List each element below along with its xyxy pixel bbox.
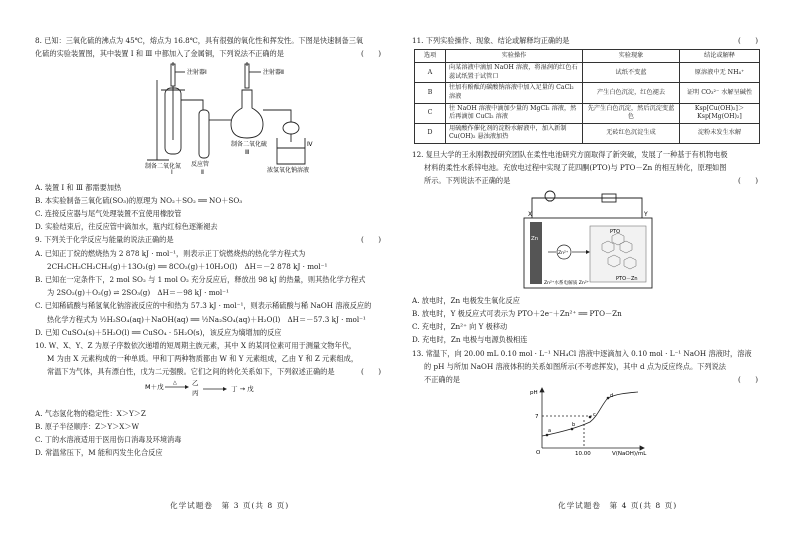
label-naoh: 浓氢氧化钠溶液 xyxy=(267,167,310,175)
q13-titration-figure xyxy=(412,386,764,460)
q12-battery-drawing xyxy=(412,188,752,290)
label-apparatus-2: Ⅱ xyxy=(201,169,204,177)
q12-battery-figure xyxy=(412,188,764,294)
q9-answer-paren: ( ) xyxy=(361,235,381,245)
q10-answer-paren: ( ) xyxy=(361,367,381,377)
q12-stem-line: 12. 复旦大学的王永刚教授研究团队在柔性电池研究方面取得了新突破，发展了一种基于有机物电极 xyxy=(412,149,728,159)
page-footer-right: 化学试题卷 第 4 页(共 8 页) xyxy=(558,501,678,510)
q12-option-b: B. 放电时，Y 极反应式可表示为 PTO＋2e⁻＋Zn²⁺ ══ PTO－Zn xyxy=(412,308,622,318)
q12-option-a: A. 放电时，Zn 电极发生氧化反应 xyxy=(412,295,520,305)
scheme-mid2: 丙 xyxy=(192,388,199,397)
label-apparatus-3: Ⅲ xyxy=(245,149,250,157)
table-row xyxy=(415,123,760,143)
point-d: d xyxy=(610,393,614,400)
chart-tick-x: 10.00 xyxy=(575,451,591,457)
q8-stem-line: 8. 已知：三氧化硫的沸点为 45℃，熔点为 16.8℃，具有很强的氧化性和挥发性。下图是快速制备三氧 xyxy=(35,36,364,45)
q13-stem-text: 不正确的是 xyxy=(424,374,460,384)
q9-line: 热化学方程式为 ½H₂SO₄(aq)＋NaOH(aq) ══ ½Na₂SO₄(aq)＋H₂O(l) ΔH＝－57.3 kJ · mol⁻¹ xyxy=(47,314,366,324)
chart-ylabel: pH xyxy=(530,390,538,397)
q8-apparatus-drawing xyxy=(35,60,375,176)
question-8 xyxy=(35,34,387,233)
q12-stem-line: 材料的柔性水系锌电池。充放电过程中实现了芘四酮(PTO)与 PTO－Zn 的相互转化，原理如图 xyxy=(424,163,727,173)
q13-stem-line: 的 pH 与所加 NaOH 溶液体积的关系如图所示(不考虑挥发)，其中 d 点为反应终点。下列说法 xyxy=(424,361,726,371)
label-syringe-2: 注射器Ⅱ xyxy=(263,69,284,77)
q12-option-d: D. 充电时，Zn 电极与电源负极相连 xyxy=(412,335,528,345)
q13-stem-line: 13. 常温下，向 20.00 mL 0.10 mol · L⁻¹ NH₄Cl 溶液中逐滴加入 0.10 mol · L⁻¹ NaOH 溶液时，溶液 xyxy=(412,348,752,358)
q11-header-conclusion: 结论或解释 xyxy=(680,50,760,63)
q13-stem-line xyxy=(412,373,764,386)
label-y: Y xyxy=(644,210,648,218)
row-conclusion: 淀粉未发生水解 xyxy=(680,123,760,143)
q10-scheme-drawing xyxy=(35,379,375,403)
chart-origin: O xyxy=(536,450,541,457)
q9-line: D. 已知 CuSO₄(s)＋5H₂O(l) ══ CuSO₄ · 5H₂O(s)，该反应为熵增加的反应 xyxy=(35,327,282,337)
q9-line: 2CH₃CH₂CH₂CH₃(g)＋13O₂(g) ══ 8CO₂(g)＋10H₂O(l) ΔH＝－2 878 kJ · mol⁻¹ xyxy=(47,261,328,271)
q10-stem-line xyxy=(35,365,387,378)
point-b: b xyxy=(572,422,576,429)
question-9 xyxy=(35,233,387,339)
row-operation: 往加有酚酞的碳酸钠溶液中加入足量的 CaCl₂ 溶液 xyxy=(446,83,583,103)
label-zn-ion: Zn²⁺ xyxy=(558,250,569,256)
page-footer-left: 化学试题卷 第 3 页(共 8 页) xyxy=(170,501,290,510)
label-pto-zn: PTO－Zn xyxy=(616,275,638,282)
zn-electrode xyxy=(530,222,542,284)
row-phenomenon: 产生白色沉淀，红色褪去 xyxy=(583,83,680,103)
q11-header-option: 选项 xyxy=(415,50,446,63)
scheme-right: 丁 → 戊 xyxy=(231,384,254,393)
row-option: B xyxy=(415,83,446,103)
label-prepare-no2: 制备二氧化氮 xyxy=(145,163,182,171)
label-zn: Zn xyxy=(531,235,539,242)
table-row xyxy=(415,63,760,83)
point-a: a xyxy=(548,428,552,435)
q10-stem-text: 常温下为气体，具有漂白性，戊为二元强酸。它们之间的转化关系如下，下列叙述正确的是 xyxy=(47,367,335,377)
table-row xyxy=(415,103,760,123)
q12-option-c: C. 充电时，Zn²⁺ 向 Y 极移动 xyxy=(412,322,508,332)
question-12 xyxy=(412,148,764,347)
q8-option-b: B. 本实验制备三氧化硫(SO₃)的原理为 NO₂＋SO₂ ══ NO＋SO₃ xyxy=(35,195,243,205)
q10-scheme xyxy=(35,379,387,407)
q10-stem-line: M 为由 X 元素构成的一种单质。甲和丁两种物质都由 W 和 Y 元素组成，乙由 Y 和 Z 元素组成， xyxy=(47,354,359,364)
q11-title: 11. 下列实验操作、现象、结论或解释均正确的是 xyxy=(412,36,570,45)
point-c: c xyxy=(593,412,596,419)
chart-xlabel: V(NaOH)/mL xyxy=(612,451,647,457)
label-syringe-1: 注射器Ⅰ xyxy=(187,69,207,77)
row-conclusion: 证明 CO₃²⁻ 水解呈碱性 xyxy=(680,83,760,103)
label-reactor: 反应管 xyxy=(191,161,210,169)
q10-option-a: A. 气态氢化物的稳定性：X＞Y＞Z xyxy=(35,408,146,418)
q8-stem-line xyxy=(35,47,387,60)
label-x: X xyxy=(528,210,533,218)
row-conclusion: 原溶液中无 NH₄⁺ xyxy=(680,63,760,83)
q9-title: 9. 下列关于化学反应与能量的说法正确的是 xyxy=(35,235,174,245)
q8-option-d: D. 实验结束后，往反应管中滴加水，瓶内红棕色逐渐褪去 xyxy=(35,222,218,232)
label-prepare-so2: 制备二氧化硫 xyxy=(231,141,268,149)
q12-answer-paren: ( ) xyxy=(738,176,758,186)
question-10 xyxy=(35,339,387,460)
q11-header-operation: 实验操作 xyxy=(446,50,583,63)
q11-table-header xyxy=(415,50,760,63)
scheme-heat: △ xyxy=(173,379,177,386)
row-option: D xyxy=(415,123,446,143)
right-column xyxy=(412,34,764,460)
scheme-left: M＋戊 xyxy=(145,382,164,391)
q8-option-c: C. 连接反应器与尾气处理装置不宜使用橡胶管 xyxy=(35,209,182,219)
label-apparatus-1: Ⅰ xyxy=(171,169,173,177)
row-operation: 用硫酸作催化剂的淀粉水解液中，加入新制 Cu(OH)₂ 悬浊液加热 xyxy=(446,123,583,143)
chart-tick-7: 7 xyxy=(535,414,539,421)
q10-stem-line: 10. W、X、Y、Z 为原子序数依次递增的短周期主族元素，其中 X 的某同位素可用于测量文物年代， xyxy=(35,341,357,351)
q10-option-c: C. 丁的水溶液适用于医用伤口消毒及环境消毒 xyxy=(35,435,182,445)
row-option: C xyxy=(415,103,446,123)
question-11 xyxy=(412,34,764,144)
row-conclusion: Ksp[Cu(OH)₂]＞Ksp[Mg(OH)₂] xyxy=(680,103,760,123)
label-electrolyte: Zn²⁺水系电解质 Zn²⁺ xyxy=(544,280,590,286)
row-phenomenon: 先产生白色沉淀，然后沉淀变蓝色 xyxy=(583,103,680,123)
q9-stem-line xyxy=(35,233,387,246)
q10-option-b: B. 原子半径顺序：Z＞Y＞X＞W xyxy=(35,422,139,432)
row-phenomenon: 无砖红色沉淀生成 xyxy=(583,123,680,143)
q13-answer-paren: ( ) xyxy=(738,374,758,384)
q8-apparatus-figure xyxy=(35,60,387,180)
q10-option-d: D. 常温常压下，M 能和丙发生化合反应 xyxy=(35,448,163,458)
q9-line: A. 已知正丁烷的燃烧热为 2 878 kJ · mol⁻¹，则表示正丁烷燃烧热的热化学方程式为 xyxy=(35,248,306,258)
q11-header-phenomenon: 实验现象 xyxy=(583,50,680,63)
q9-line: B. 已知在一定条件下，2 mol SO₂ 与 1 mol O₂ 充分反应后，释放出 98 kJ 的热量，则其热化学方程式 xyxy=(35,275,366,285)
q11-answer-paren: ( ) xyxy=(738,36,758,45)
row-operation: 向某溶液中滴加 NaOH 溶液，将湿润的红色石蕊试纸置于试管口 xyxy=(446,63,583,83)
left-column xyxy=(35,34,387,460)
q11-table xyxy=(414,49,760,144)
q8-answer-paren: ( ) xyxy=(361,49,381,59)
q9-line: C. 已知稀硫酸与稀氢氧化钠溶液反应的中和热为 57.3 kJ · mol⁻¹，则表示稀硫酸与稀 NaOH 溶液反应的 xyxy=(35,301,372,311)
table-row xyxy=(415,83,760,103)
q9-line: 为 2SO₂(g)＋O₂(g) ⇌ 2SO₃(g) ΔH＝－98 kJ · mol⁻¹ xyxy=(47,288,229,298)
label-apparatus-4: Ⅳ xyxy=(307,141,313,149)
q12-stem-line xyxy=(412,174,764,187)
label-pto: PTO xyxy=(610,228,621,235)
row-phenomenon: 试纸不变蓝 xyxy=(583,63,680,83)
row-operation: 往 NaOH 溶液中滴加少量的 MgCl₂ 溶液，然后再滴加 CuCl₂ 溶液 xyxy=(446,103,583,123)
q12-stem-text: 所示。下列说法不正确的是 xyxy=(424,176,511,186)
question-13 xyxy=(412,347,764,461)
q8-option-a: A. 装置 Ⅰ 和 Ⅲ 都需要加热 xyxy=(35,182,122,192)
row-option: A xyxy=(415,63,446,83)
q13-titration-curve xyxy=(412,386,752,456)
scheme-mid1: 乙 xyxy=(192,378,199,387)
q11-stem-line xyxy=(412,34,764,47)
q8-stem-text: 化硫的实验装置图，其中装置 Ⅰ 和 Ⅲ 中都加入了金属铜，下列说法不正确的是 xyxy=(35,49,284,59)
